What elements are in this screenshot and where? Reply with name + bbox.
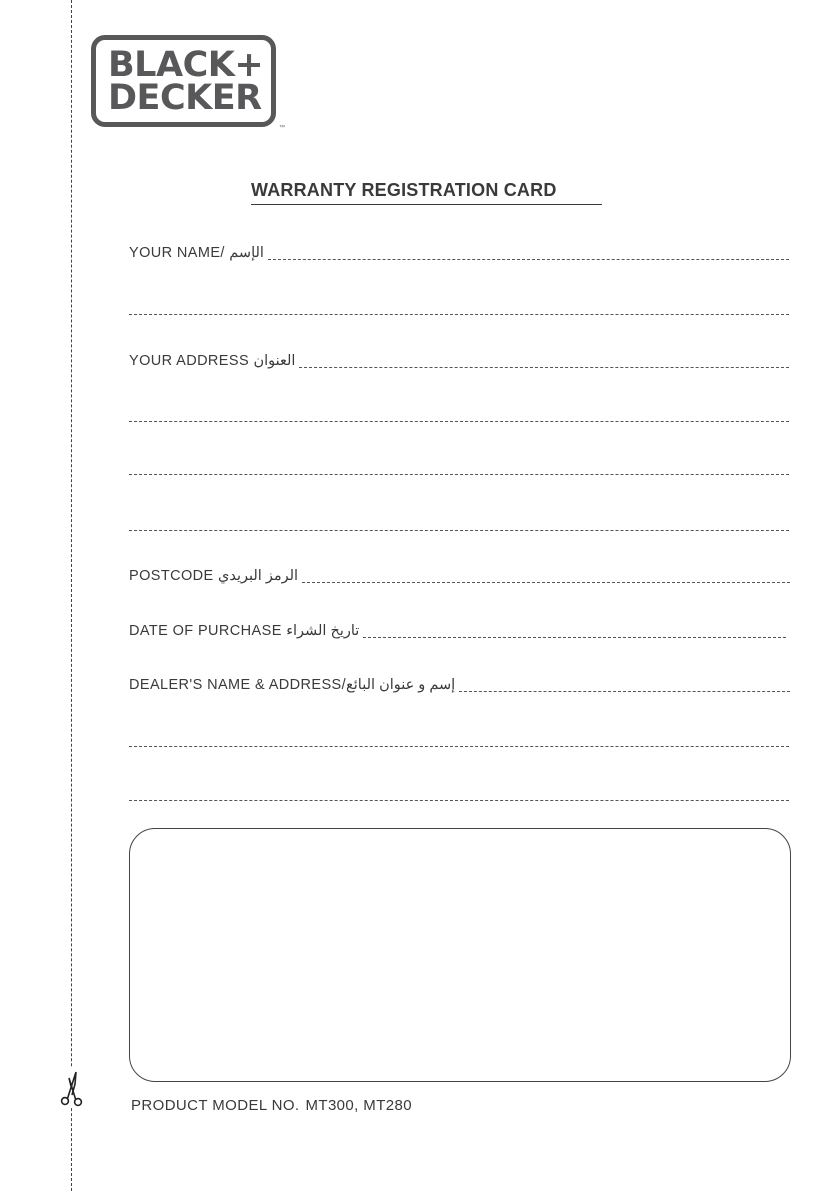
address-label: YOUR ADDRESS العنوان — [129, 353, 296, 369]
dealer-line-3[interactable] — [129, 800, 789, 801]
product-model-value: MT300, MT280 — [305, 1097, 412, 1114]
postcode-line[interactable] — [302, 582, 790, 583]
product-sticker-box[interactable] — [129, 828, 791, 1082]
logo-line-2: DECKER — [108, 78, 262, 118]
page-title: WARRANTY REGISTRATION CARD — [251, 180, 557, 200]
dealer-label: DEALER'S NAME & ADDRESS/إسم و عنوان البائع — [129, 677, 456, 693]
date-of-purchase-field[interactable] — [129, 620, 786, 640]
dealer-line-2[interactable] — [129, 746, 789, 747]
address-line-3[interactable] — [129, 474, 789, 475]
dealer-field[interactable] — [129, 674, 790, 694]
date-of-purchase-label: DATE OF PURCHASE تاريخ الشراء — [129, 623, 360, 639]
cut-line — [71, 0, 72, 1191]
postcode-field[interactable] — [129, 565, 790, 585]
name-field[interactable] — [129, 242, 789, 262]
product-model-label: PRODUCT MODEL NO. — [131, 1097, 300, 1114]
scissors-icon — [56, 1068, 88, 1108]
address-line-4[interactable] — [129, 530, 789, 531]
title-underline — [251, 204, 602, 205]
name-label: YOUR NAME/ الإسم — [129, 245, 264, 261]
product-model — [131, 1097, 412, 1114]
address-line-2[interactable] — [129, 421, 789, 422]
brand-logo — [91, 35, 276, 127]
trademark-symbol: ™ — [279, 125, 285, 131]
dealer-line[interactable] — [459, 691, 790, 692]
postcode-label: POSTCODE الرمز البريدي — [129, 568, 299, 584]
logo-line-1: BLACK+ — [108, 45, 264, 85]
date-of-purchase-line[interactable] — [363, 637, 786, 638]
address-field[interactable] — [129, 350, 789, 370]
address-line[interactable] — [299, 367, 789, 368]
name-line[interactable] — [268, 259, 789, 260]
name-line-2[interactable] — [129, 314, 789, 315]
